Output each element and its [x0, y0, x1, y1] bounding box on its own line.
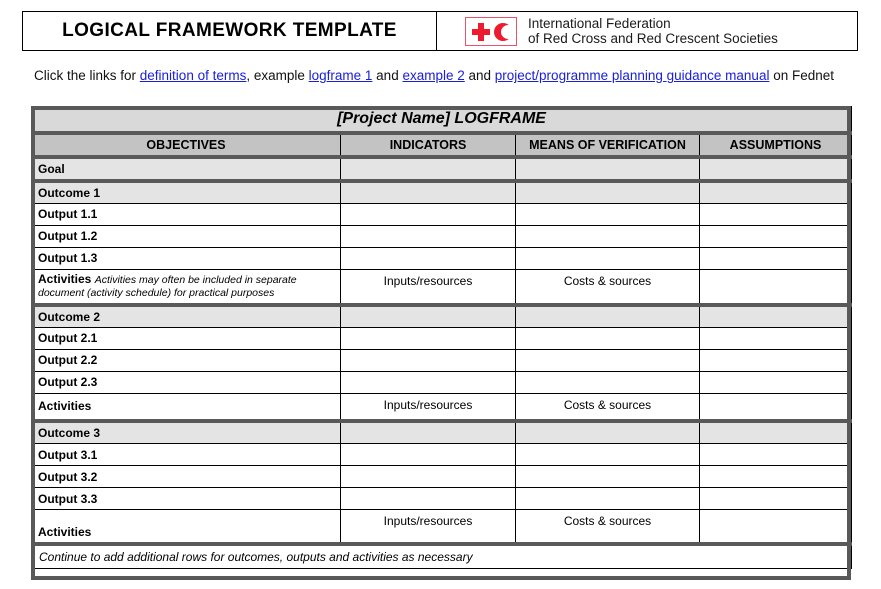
table-row-output-3-1[interactable] — [32, 444, 852, 466]
cell-activities-3-assumptions[interactable] — [700, 510, 852, 544]
row-label-output-1-1: Output 1.1 — [32, 203, 341, 225]
red-crescent-shape — [494, 23, 512, 41]
cell-output-3-2-assumptions[interactable] — [700, 466, 852, 488]
organization-name — [528, 16, 778, 46]
cell-outcome-2-assumptions[interactable] — [700, 305, 852, 328]
cell-outcome-1-assumptions[interactable] — [700, 181, 852, 204]
cell-output-1-2-indicators[interactable] — [341, 225, 516, 247]
cell-outcome-2-verification[interactable] — [516, 305, 700, 328]
red-cross-horizontal-bar — [472, 29, 490, 35]
cell-goal-assumptions[interactable] — [700, 157, 852, 181]
cell-output-2-1-assumptions[interactable] — [700, 327, 852, 349]
cell-activities-1-verification[interactable]: Costs & sources — [516, 269, 700, 305]
cell-outcome-3-indicators[interactable] — [341, 421, 516, 444]
cell-outcome-1-indicators[interactable] — [341, 181, 516, 204]
cell-outcome-3-verification[interactable] — [516, 421, 700, 444]
column-header-means-of-verification: MEANS OF VERIFICATION — [516, 133, 700, 157]
cell-activities-2-assumptions[interactable] — [700, 393, 852, 421]
row-label-output-2-1: Output 2.1 — [32, 327, 341, 349]
organization-name-line2: of Red Cross and Red Crescent Societies — [528, 31, 778, 46]
page-title: LOGICAL FRAMEWORK TEMPLATE — [62, 20, 397, 41]
cell-activities-2-indicators[interactable]: Inputs/resources — [341, 393, 516, 421]
table-title-row — [32, 107, 852, 133]
row-label-output-2-3: Output 2.3 — [32, 371, 341, 393]
cell-output-3-2-verification[interactable] — [516, 466, 700, 488]
link-definition-of-terms[interactable]: definition of terms — [139, 68, 247, 83]
cell-output-3-1-indicators[interactable] — [341, 444, 516, 466]
logframe-title: [Project Name] LOGFRAME — [32, 107, 852, 133]
cell-output-1-2-assumptions[interactable] — [700, 225, 852, 247]
link-logframe-1[interactable]: logframe 1 — [308, 68, 373, 83]
document-header-band — [22, 11, 858, 51]
row-label-output-2-2: Output 2.2 — [32, 349, 341, 371]
cell-output-2-3-assumptions[interactable] — [700, 371, 852, 393]
table-row-outcome-2[interactable] — [32, 305, 852, 328]
cell-output-2-1-indicators[interactable] — [341, 327, 516, 349]
organization-logo-cell — [437, 12, 857, 50]
column-header-indicators: INDICATORS — [341, 133, 516, 157]
cell-output-3-1-assumptions[interactable] — [700, 444, 852, 466]
column-header-objectives: OBJECTIVES — [32, 133, 341, 157]
cell-output-2-2-indicators[interactable] — [341, 349, 516, 371]
table-row-activities-1[interactable] — [32, 269, 852, 305]
links-separator-2: and — [372, 68, 403, 83]
column-header-assumptions: ASSUMPTIONS — [700, 133, 852, 157]
cell-activities-3-verification[interactable]: Costs & sources — [516, 510, 700, 544]
cell-output-1-3-assumptions[interactable] — [700, 247, 852, 269]
table-row-output-1-1[interactable] — [32, 203, 852, 225]
table-row-output-1-3[interactable] — [32, 247, 852, 269]
links-suffix-text: on Fednet — [769, 68, 834, 83]
row-label-activities-1 — [32, 269, 341, 305]
table-row-output-3-2[interactable] — [32, 466, 852, 488]
document-title-cell — [23, 12, 437, 50]
cell-output-2-3-verification[interactable] — [516, 371, 700, 393]
cell-output-1-1-assumptions[interactable] — [700, 203, 852, 225]
row-label-goal: Goal — [32, 157, 341, 181]
cell-output-1-3-indicators[interactable] — [341, 247, 516, 269]
table-row-outcome-1[interactable] — [32, 181, 852, 204]
cell-output-2-1-verification[interactable] — [516, 327, 700, 349]
link-example-2[interactable]: example 2 — [402, 68, 465, 83]
cell-goal-verification[interactable] — [516, 157, 700, 181]
row-label-output-3-3: Output 3.3 — [32, 488, 341, 510]
table-row-activities-3[interactable] — [32, 510, 852, 544]
cell-outcome-3-assumptions[interactable] — [700, 421, 852, 444]
cell-output-1-1-verification[interactable] — [516, 203, 700, 225]
links-separator-1: , example — [246, 68, 309, 83]
table-row-activities-2[interactable] — [32, 393, 852, 421]
row-label-activities-3: Activities — [32, 510, 341, 544]
cell-activities-3-indicators[interactable]: Inputs/resources — [341, 510, 516, 544]
table-footer-note: Continue to add additional rows for outcomes, outputs and activities as necessary — [32, 544, 852, 569]
red-cross-red-crescent-icon — [465, 17, 517, 46]
cell-goal-indicators[interactable] — [341, 157, 516, 181]
links-instruction-line — [34, 68, 864, 83]
cell-output-2-2-assumptions[interactable] — [700, 349, 852, 371]
cell-output-3-3-indicators[interactable] — [341, 488, 516, 510]
link-planning-guidance-manual[interactable]: project/programme planning guidance manual — [494, 68, 770, 83]
table-column-header-row — [32, 133, 852, 157]
table-row-outcome-3[interactable] — [32, 421, 852, 444]
cell-output-3-3-verification[interactable] — [516, 488, 700, 510]
row-label-output-1-2: Output 1.2 — [32, 225, 341, 247]
table-row-output-2-2[interactable] — [32, 349, 852, 371]
table-footer-row — [32, 544, 852, 569]
cell-output-1-3-verification[interactable] — [516, 247, 700, 269]
table-row-output-2-1[interactable] — [32, 327, 852, 349]
cell-output-1-1-indicators[interactable] — [341, 203, 516, 225]
links-separator-3: and — [464, 68, 495, 83]
organization-name-line1: International Federation — [528, 16, 671, 31]
table-row-output-1-2[interactable] — [32, 225, 852, 247]
row-label-output-3-2: Output 3.2 — [32, 466, 341, 488]
row-label-output-1-3: Output 1.3 — [32, 247, 341, 269]
row-label-outcome-3: Outcome 3 — [32, 421, 341, 444]
logframe-table — [31, 106, 852, 569]
table-row-goal[interactable] — [32, 157, 852, 181]
activities-1-label: Activities — [38, 271, 92, 286]
table-row-output-3-3[interactable] — [32, 488, 852, 510]
cell-output-3-1-verification[interactable] — [516, 444, 700, 466]
cell-outcome-1-verification[interactable] — [516, 181, 700, 204]
row-label-outcome-2: Outcome 2 — [32, 305, 341, 328]
row-label-activities-2: Activities — [32, 393, 341, 421]
activities-1-note: Activities may often be included in separate document (activity schedule) for practical purposes — [38, 273, 297, 299]
table-row-output-2-3[interactable] — [32, 371, 852, 393]
cell-activities-1-assumptions[interactable] — [700, 269, 852, 305]
cell-activities-2-verification[interactable]: Costs & sources — [516, 393, 700, 421]
cell-output-2-3-indicators[interactable] — [341, 371, 516, 393]
cell-activities-1-indicators[interactable]: Inputs/resources — [341, 269, 516, 305]
cell-output-2-2-verification[interactable] — [516, 349, 700, 371]
links-prefix-text: Click the links for — [34, 68, 140, 83]
cell-output-3-2-indicators[interactable] — [341, 466, 516, 488]
cell-output-3-3-assumptions[interactable] — [700, 488, 852, 510]
cell-outcome-2-indicators[interactable] — [341, 305, 516, 328]
row-label-outcome-1: Outcome 1 — [32, 181, 341, 204]
cell-output-1-2-verification[interactable] — [516, 225, 700, 247]
row-label-output-3-1: Output 3.1 — [32, 444, 341, 466]
